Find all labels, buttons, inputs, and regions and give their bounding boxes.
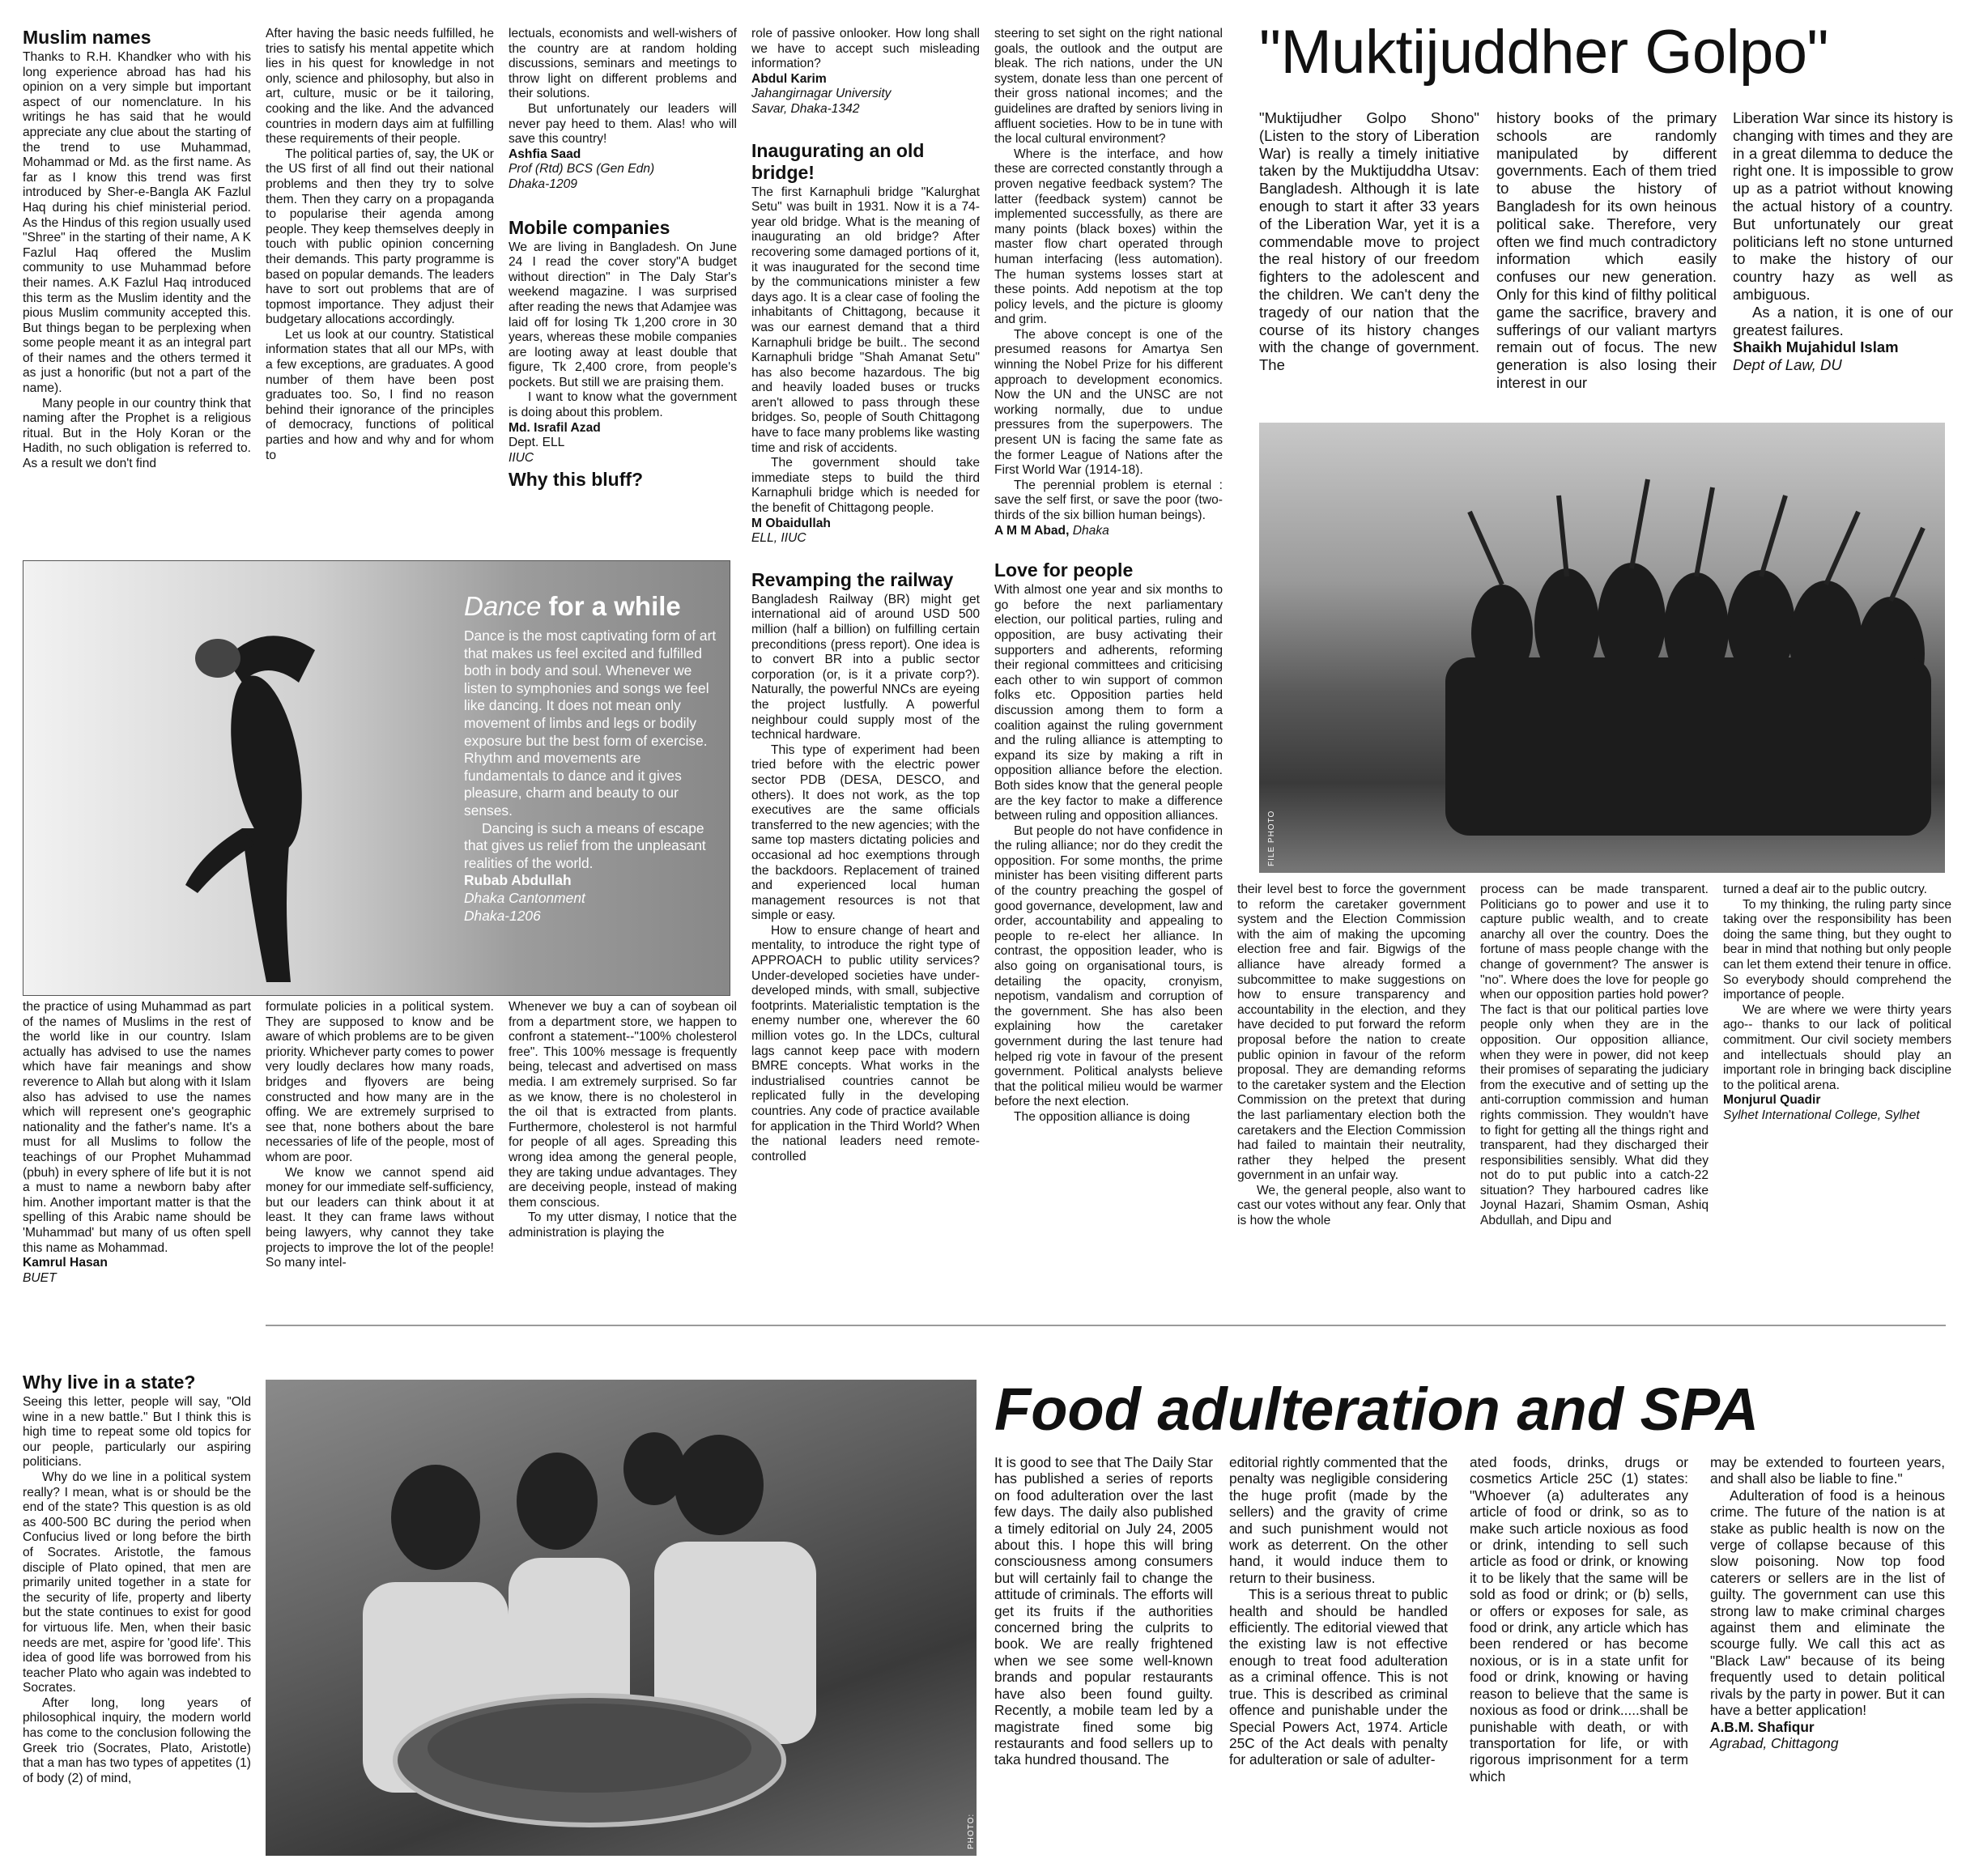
paragraph: Liberation War since its history is changing with times and they are in a great dilemma to deduce the right one. It is impossible to grow up as a patriot without knowing the actual history of a country. But unfortunately our great politicians left no stone unturned to make the history of our country hazy as well as ambiguous. <box>1733 109 1953 303</box>
paragraph: We are where we were thirty years ago-- thanks to our lack of political commitment. Our civil society members and intellectuals should play an important role in bringing back discipline to the political arena. <box>1723 1002 1951 1092</box>
column-8 <box>1723 883 1951 1320</box>
paragraph: Bangladesh Railway (BR) might get international aid of around USD 500 million (half a billion) on fulfilling certain preconditions (press report). One idea is to convert BR into a public sector corporation (or, is it a private corp?). Naturally, the powerful NNCs are eyeing the project lustfully. A powerful neighbour could supply most of the technical hardware. <box>751 592 980 742</box>
column-4-top <box>751 27 980 1322</box>
column-5 <box>994 27 1223 1322</box>
column-2-top <box>266 27 494 555</box>
paragraph: editorial rightly commented that the penalty was negligible considering the huge profit (made by the sellers) and the gravity of crime and such punishment would not work as deterrent. On the other hand, it would induce them to return to their business. <box>1229 1454 1448 1586</box>
paragraph: process can be made transparent. Politicians go to power and use it to capture public wealth, and to create anarchy all over the country. Does the fortune of mass people change with the change of government? The answer is "no". Where does the love for people go when our opposition parties hold power? The fact is that our political parties love people only when they are in the opposition. Our opposition alliance, when they were in power, did not keep their promises of separating the judiciary from the executive and of setting up the anti-corruption commission and human rights commission. They wouldn't have to fight for getting all the things right and transparent, had they discharged their responsibilities sensibly. What did they not do to put public into a catch-22 situation? They harboured cadres like Joynal Hazari, Shamim Osman, Ashiq Abdullah, and Dipu and <box>1480 883 1709 1228</box>
paragraph: Whenever we buy a can of soybean oil from a department store, we happen to confront a statement--"100% cholesterol free". This 100% message is frequently being, telecast and advertised on mass media. I am extremely surprised. So far as we know, there is no cholesterol in the oil that is extracted from plants. Furthermore, cholesterol is not harmful for people of all ages. Spreading this wrong idea among the general people, they are taking undue advantages. They are deceiving people, instead of making them conscious. <box>509 1000 737 1210</box>
headline-muktijuddher-golpo: "Muktijuddher Golpo" <box>1259 18 1828 87</box>
paragraph: The government should take immediate steps to build the third Karnaphuli bridge which is needed for the benefit of Chittagong people. <box>751 456 980 516</box>
dance-text <box>464 590 721 925</box>
affiliation: ELL, IIUC <box>751 531 806 546</box>
paragraph: may be extended to fourteen years, and shall also be liable to fine." <box>1710 1454 1945 1487</box>
paragraph: We are living in Bangladesh. On June 24 I read the cover story"A budget without direction" in The Daly Star's weekend magazine. I was surprised after reading the news that Adamjee was laid off for losing Tk 1,200 crore in 30 years, whereas these mobile companies are looting away at least double that figure, Tk 2,400 crore, from people's pockets. But still we are praising them. <box>509 240 737 389</box>
food-inspection-photo <box>266 1380 985 1856</box>
affiliation: Dhaka Cantonment <box>464 889 585 906</box>
affiliation: Dhaka-1206 <box>464 907 541 924</box>
paragraph: turned a deaf air to the public outcry. <box>1723 883 1927 896</box>
headline-mobile-companies: Mobile companies <box>509 216 670 238</box>
paragraph: Where is the interface, and how these are corrected constantly through a proven negative feedback system? The latter (feedback system) cannot be implemented successfully, as there are many points (black boxes) within the master flow chart operated through human interfacing (less automation). The human systems losses start at these points. Add nepotism at the top policy levels, and the picture is gloomy and grim. <box>994 147 1223 327</box>
photo-credit: PHOTO: STAR <box>967 1813 985 1849</box>
affiliation: IIUC <box>509 450 534 465</box>
column-2-bottom <box>266 1000 494 1320</box>
paragraph: The perennial problem is eternal : save the self first, or save the poor (two-thirds of the six billion human beings). <box>994 478 1223 522</box>
headline-old-bridge: Inaugurating an old bridge! <box>751 139 925 183</box>
headline-muslim-names: Muslim names <box>23 27 151 48</box>
paragraph: The first Karnaphuli bridge "Kalurghat Setu" was built in 1931. Now it is a 74-year old bridge. What is the meaning of inaugurating an old bridge? After recovering some damaged portions of it, it was inaugurated for the second time by the communications minister a few days ago. It is a clear case of fooling the inhabitants of Chittagong, because it was our earnest demand that a third Karnaphuli bridge be built.. The second Karnaphuli bridge "Shah Amanat Setu" has also become hazardous. The big and heavily loaded buses or trucks aren't allowed to pass through these bridges. So, people of South Chittagong have to face many problems like wasting time and risk of accidents. <box>751 185 980 455</box>
dance-feature-box <box>23 560 730 996</box>
paragraph: Let us look at our country. Statistical information states that all our MPs, with a few exceptions, are graduates. A good number of them have been post graduates too. So, I find no reason behind their ignorance of the principles of democracy, functions of political parties and how and why and for whom to <box>266 327 494 462</box>
column-muslim-names-top <box>23 27 251 555</box>
paragraph: Dancing is such a means of escape that gives us relief from the unpleasant realities of the world. <box>464 819 706 871</box>
mukti-column-2 <box>1496 109 1717 397</box>
signature: Rubab Abdullah <box>464 872 572 889</box>
paragraph: It is good to see that The Daily Star has published a series of reports on food adulteration over the last few days. The daily also published a timely editorial on July 24, 2005 about this. I hope this will bring consciousness among consumers but will certainly fail to change the attitude of criminals. The efforts will get its fruits if the authorities concerned bring the culprits to book. We are really frightened when we see some well-known brands and popular restaurants have also been found guilty. Recently, a mobile team led by a magistrate fined some big restaurants and food sellers up to taka hundred thousand. The <box>994 1454 1213 1768</box>
paragraph: history books of the primary schools are randomly manipulated by different governments. Each of them tried to abuse the history of Bangladesh for its own heinous political sake. Therefore, very often we find much contradictory information which easily confuses our new generation. Only for this kind of filthy political game the sacrifice, bravery and sufferings of our valiant martyrs remain out of focus. The new generation is also losing their interest in our <box>1496 109 1717 391</box>
dancer-illustration <box>23 561 445 995</box>
affiliation: Agrabad, Chittagong <box>1710 1734 1839 1751</box>
food-column-2 <box>1229 1454 1448 1857</box>
paragraph: role of passive onlooker. How long shall we have to accept such misleading information? <box>751 27 980 71</box>
affiliation: Dept of Law, DU <box>1733 356 1842 374</box>
paragraph: Why do we line in a political system really? I mean, what is or should be the end of the state? This question is as old as 400-500 BC during the period when Confucius lived or long before the birth of Socrates. Aristotle, the famous disciple of Plato opined, that men are primarily united together in a state for the security of life, property and liberty but the state continues to exist for good for virtuous life. Men, when their basic needs are met, aspire for 'good life'. This idea of good life was borrowed from his teacher Plato who again was indebted to Socrates. <box>23 1470 251 1695</box>
paragraph: After long, long years of philosophical inquiry, the modern world has come to the conclusion following the Greek trio (Socrates, Plato, Aristotle) that a man has two types of appetites (1) of body (2) of mind, <box>23 1695 251 1785</box>
photo-credit: FILE PHOTO <box>1267 810 1276 866</box>
column-muslim-names-bottom <box>23 1000 251 1320</box>
signature: A M M Abad, <box>994 523 1070 538</box>
column-why-live-in-a-state <box>23 1372 251 1857</box>
signature: M Obaidullah <box>751 516 831 530</box>
affiliation: BUET <box>23 1270 57 1285</box>
paragraph: Seeing this letter, people will say, "Old wine in a new battle." But I think this is high time to repeat some old topics for our people, particularly our aspiring politicians. <box>23 1395 251 1470</box>
signature: Kamrul Hasan <box>23 1256 108 1270</box>
paragraph: steering to set sight on the right national goals, the outlook and the output are bleak. The rich nations, under the UN system, donate less than one percent of their gross national incomes; and the guidelines are drafted by seniors living in affluent societies. How to be in tune with the local cultural environment? <box>994 27 1223 147</box>
column-7 <box>1480 883 1709 1320</box>
affiliation: Savar, Dhaka-1342 <box>751 101 860 116</box>
headline-why-live-in-a-state: Why live in a state? <box>23 1372 196 1393</box>
food-column-1 <box>994 1454 1213 1857</box>
paragraph: Many people in our country think that naming after the Prophet is a religious ritual. But in the Holy Koran or the Hadith, no such obligation is referred to. As a result we don't find <box>23 396 251 471</box>
headline-food-adulteration: Food adulteration and SPA <box>994 1376 1760 1443</box>
section-divider <box>266 1325 1946 1326</box>
paragraph: This is a serious threat to public health and should be handled efficiently. The editorial viewed that the existing law is not effective enough to treat food adulteration as a criminal offence. This is not true. This is described as criminal offence and punishable under the Special Powers Act, 1974. Article 25C of the Act deals with penalty for adulteration or sale of adulter- <box>1229 1586 1448 1768</box>
food-inspection-illustration <box>266 1380 977 1856</box>
food-column-3 <box>1470 1454 1688 1857</box>
affiliation: Dhaka <box>1072 523 1109 538</box>
paragraph: I want to know what the government is doing about this problem. <box>509 390 737 420</box>
signature: Md. Israfil Azad <box>509 420 601 435</box>
column-3-top <box>509 27 737 555</box>
paragraph: Dance is the most captivating form of art that makes us feel excited and fulfilled both in body and soul. Whenever we listen to symphonies and songs we feel like dancing. It does not mean only movement of limbs and legs or bodily exposure but the best form of exercise. Rhythm and movements are fundamentals to dance and it gives pleasure, charm and beauty to our senses. <box>464 627 717 819</box>
paragraph: As a nation, it is one of our greatest failures. <box>1733 303 1953 338</box>
paragraph: "Muktijudher Golpo Shono"(Listen to the story of Liberation War) is really a timely initiative taken by the Muktijuddha Utsav: Bangladesh. Although it is late enough to start it after 33 years of the Liberation War, yet it is a commendable move to project the real history of our freedom fighters to the adolescent and the children. We can't deny the tragedy of our nation that the course of its history changes with the change of government. The <box>1259 109 1479 374</box>
mukti-column-3 <box>1733 109 1953 397</box>
paragraph: But unfortunately our leaders will never pay heed to them. Alas! who will save this country! <box>509 101 737 147</box>
affiliation: Dept. ELL <box>509 436 565 450</box>
dance-title-italic: Dance <box>464 591 542 621</box>
affiliation: Dhaka-1209 <box>509 177 577 191</box>
paragraph: To my utter dismay, I notice that the administration is playing the <box>509 1210 737 1240</box>
column-3-bottom <box>509 1000 737 1320</box>
paragraph: After having the basic needs fulfilled, he tries to satisfy his mental appetite which lies in his quest for knowledge in not only, science and philosophy, but also in art, culture, music or be it tailoring, cooking and the like. And the advanced countries in modern days aim at fulfilling these requirements of their people. <box>266 27 494 147</box>
paragraph: lectuals, economists and well-wishers of the country are at random holding discussions, seminars and meetings to throw light on different problems and their solutions. <box>509 27 737 101</box>
paragraph: This type of experiment had been tried before with the electric power sector PDB (DESA, DESCO, and others). It does not work, as the top executives are the same officials transferred to the new agencies; with the same top masters dictating policies and occasional ad hoc exemptions through the backdoors. Replacement of trained and experienced local human management resources is not that simple or easy. <box>751 742 980 923</box>
affiliation: Sylhet International College, Sylhet <box>1723 1108 1920 1122</box>
paragraph: To my thinking, the ruling party since taking over the responsibility has been doing the same thing, but they ought to bear in mind that nothing but only people can let them extend their tenure in office. So everybody should comprehend the importance of people. <box>1723 897 1951 1002</box>
paragraph: But people do not have confidence in the ruling alliance; nor do they credit the opposition. For some months, the prime minister has been visiting different parts of the country preaching the gospel of good governance, development, law and order, accountability and appealing to people to re-elect her alliance. In contrast, the opposition leader, who is also going on organisational tours, is detailing the opacity, cronyism, nepotism, vandalism and corruption of the government. She has also been explaining how the caretaker government during the last tenure had helped rig vote in favour of the present government. Political analysts believe that the political milieu would be warmer before the next election. <box>994 823 1223 1109</box>
paragraph: ated foods, drinks, drugs or cosmetics Article 25C (1) states: "Whoever (a) adulterates any article of food or drink, so as to make such article noxious as food or drink, intending to sell such article as food or drink, or knowing it to be likely that the same will be sold as food or drink; or (b) sells, or offers or exposes for sale, as food or drink, any article which has been rendered or has become noxious, or is in a state unfit for food or drink, knowing or having reason to believe that the same is noxious as food or drink.....shall be punishable with death, or with transportation for life, or with rigorous imprisonment for a term which <box>1470 1454 1688 1785</box>
paragraph: The political parties of, say, the UK or the US first of all find out their national problems and then they try to solve them. Then they carry on a propaganda to popularise their agenda among people. They keep themselves deeply in touch with public opinion concerning their demands. This party programme is based on popular demands. The leaders have to sort out problems that are of topmost importance. They adjust their budgetary allocations accordingly. <box>266 147 494 327</box>
signature: Ashfia Saad <box>509 147 581 161</box>
affiliation: Jahangirnagar University <box>751 87 892 101</box>
mukti-column-1 <box>1259 109 1479 397</box>
food-column-4 <box>1710 1454 1945 1857</box>
paragraph: How to ensure change of heart and mentality, to introduce the right type of APPROACH to public utility services? Under-developed societies have under-developed minds, with small, subjective footprints. Materialistic temptation is the enemy number one, wherever the 60 million votes go. In the LDCs, cultural lags cannot keep pace with modern BMRE concepts. What works in the industrialised countries cannot be replicated fully in the developing countries. Any code of practice available for application in the Third World? When the national leaders need remote-controlled <box>751 923 980 1163</box>
paragraph: We know we cannot spend aid money for our immediate self-sufficiency, but our leaders can think about it at least. It they can frame laws without being lawyers, why cannot they take projects to improve the lot of the people! So many intel- <box>266 1165 494 1270</box>
headline-love-for-people: Love for people <box>994 559 1134 581</box>
paragraph: Adulteration of food is a heinous crime. The future of the nation is at stake as public health is now on the verge of collapse because of this slow poisoning. Now top food caterers or sellers are in the list of guilty. The government can use this strong law to make criminal charges against them and eliminate the scourge fully. We call this act as "Black Law" because of its being frequently used to detain political rivals by the party in power. But it can have a better application! <box>1710 1487 1945 1719</box>
paragraph: formulate policies in a political system. They are supposed to know and be aware of which problems are to be given priority. Whichever party comes to power very loudly declares how many roads, bridges and flyovers are being constructed and how many are in the offing. We are extremely surprised to see that, none bothers about the bare necessaries of life of the people, most of whom are poor. <box>266 1000 494 1164</box>
paragraph: the practice of using Muhammad as part of the names of Muslims in the rest of the world like in our country. Islam actually has advised to use the names which have fair meanings and show reverence to Allah but along with it Islam also has advised to use the names which will represent one's geographic nationality and the father's name. It's a must for all Muslims to follow the teachings of our Prophet Muhammad (pbuh) in every sphere of life but it is not a must to name a newborn baby after him. Another important matter is that the spelling of this Arabic name should be 'Muhammad' but many of us often spell this name as Mohammad. <box>23 1000 251 1255</box>
freedom-fighters-photo <box>1259 423 1945 873</box>
paragraph: The opposition alliance is doing <box>1014 1109 1190 1124</box>
signature: Shaikh Mujahidul Islam <box>1733 338 1899 356</box>
paragraph: Thanks to R.H. Khandker who with his long experience abroad has had his opinion on a very simple but important aspect of our nomenclature. In his writings he has said that he would appreciate any clue about the starting of the trend to use Muhammad, Mohammad or Md. as the first name. As far as I know this trend was first introduced by Sher-e-Bangla AK Fazlul Haq during his chief ministerial period. As the Hindus of this region usually used "Shree" in the starting of their name, A K Fazlul Haq offered the Muslim community to use Muhammad before their names. A.K Fazlul Haq introduced this term as the Muslim identity and the pious Muslim community accepted this. But things began to be perplexing when some people meant it as an integral part of their names and the others termed it as just a honorific (but not a part of the name). <box>23 50 251 396</box>
signature: A.B.M. Shafiqur <box>1710 1718 1815 1735</box>
affiliation: Prof (Rtd) BCS (Gen Edn) <box>509 162 655 177</box>
column-6 <box>1237 883 1466 1320</box>
paragraph: With almost one year and six months to go before the next parliamentary election, our political parties, ruling and opposition, are busy activating their supporters and adherents, reforming their regional committees and criticising each other to win support of common folks etc. Opposition parties held discussion among them to form a coalition against the ruling government and the ruling alliance is attempting to expand its size by making a rift in opposition alliance before the election. Both sides know that the general people are the key factor to make a difference between ruling and opposition alliances. <box>994 583 1223 823</box>
paragraph: their level best to force the government to reform the caretaker government system and the Election Commission with the aim of making the upcoming election free and fair. Bigwigs of the alliance have already formed a subcommittee to make suggestions on how to ensure transparency and accountability in the election, and they have decided to put forward the reform proposal before the nation to create public opinion in favour of the reform proposal. They are demanding reforms to the caretaker system and the Election Commission on the pretext that during the last parliamentary election both the caretakers and the Election Commission had failed to maintain their neutrality, rather they helped the present government in an unfair way. <box>1237 883 1466 1183</box>
signature: Abdul Karim <box>751 71 827 86</box>
freedom-fighters-illustration <box>1259 423 1945 873</box>
headline-railway: Revamping the railway <box>751 568 954 590</box>
paragraph: We, the general people, also want to cast our votes without any fear. Only that is how the whole <box>1237 1183 1466 1228</box>
headline-why-this-bluff: Why this bluff? <box>509 469 644 491</box>
dance-title-bold: for a while <box>541 591 681 621</box>
paragraph: The above concept is one of the presumed reasons for Amartya Sen winning the Nobel Prize for his different approach to development economics. Now the UN and the UNSC are not working normally, due to undue pressures from the superpowers. The present UN is facing the same fate as the former League of Nations after the First World War (1914-18). <box>994 327 1223 478</box>
signature: Monjurul Quadir <box>1723 1093 1821 1108</box>
